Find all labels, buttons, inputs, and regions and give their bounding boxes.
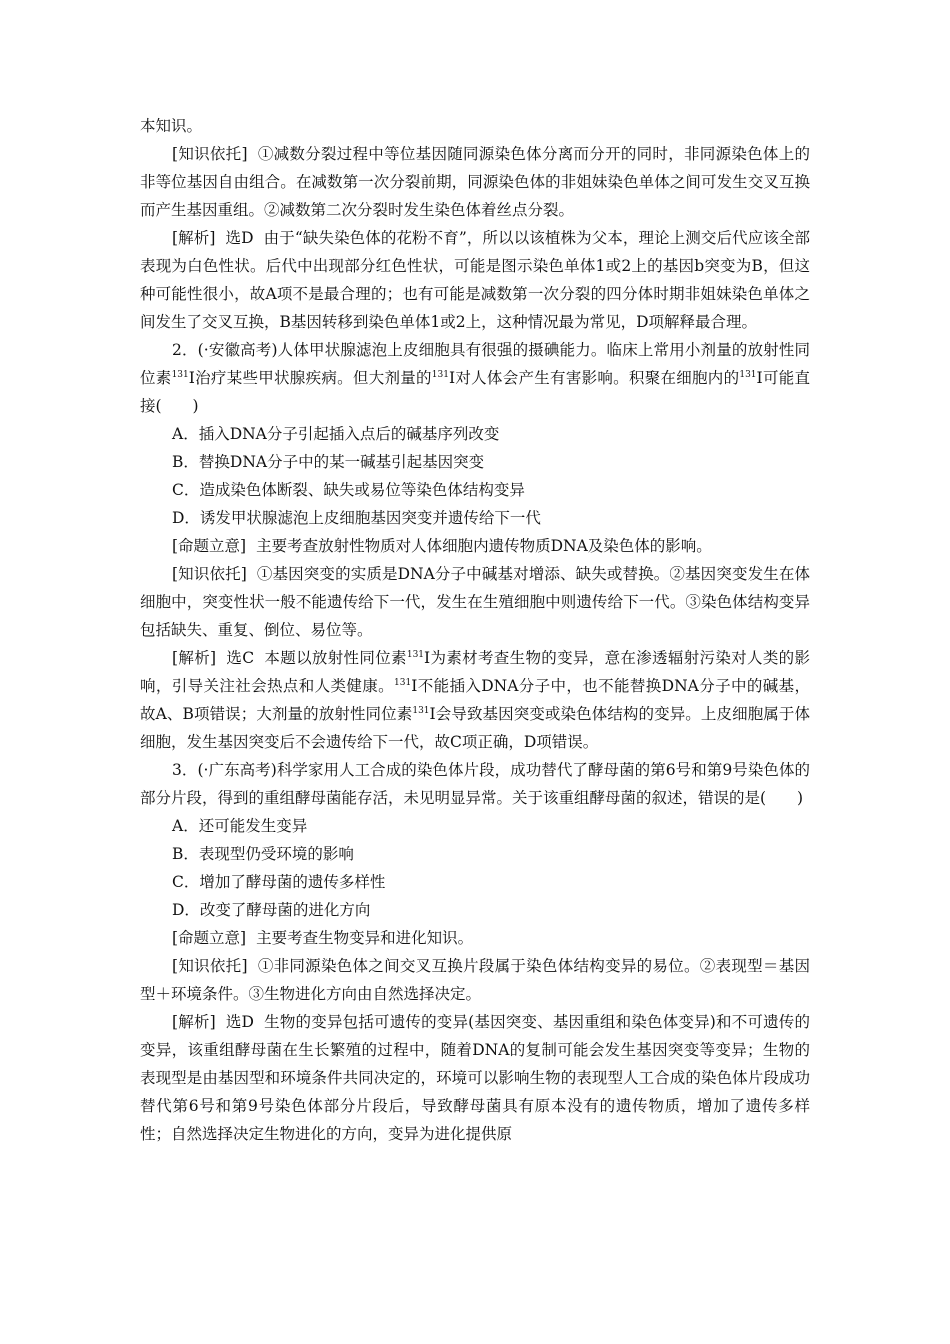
q3-knowledge <box>140 952 810 1008</box>
q3-intent <box>140 924 810 952</box>
q2-stem-part: I对人体会产生有害影响。积聚在细胞内的 <box>448 369 740 387</box>
isotope-number: 131 <box>739 370 757 380</box>
q2-analysis <box>140 644 810 756</box>
analysis-text: I为素材考查生物的变异，意在渗透辐射污染对人类的影响，引导关注社会热点和人类健康。 <box>140 649 810 695</box>
knowledge-text: ①减数分裂过程中等位基因随同源染色体分离而分开的同时，非同源染色体上的非等位基因自由组合。在减数第一次分裂前期，同源染色体的非姐妹染色单体之间可发生交叉互换而产生基因重组。②减数第二次分裂时发生染色体着丝点分裂。 <box>140 145 810 219</box>
knowledge-text: ①基因突变的实质是DNA分子中碱基对增添、缺失或替换。②基因突变发生在体细胞中，突变性状一般不能遗传给下一代，发生在生殖细胞中则遗传给下一代。③染色体结构变异包括缺失、重复、倒位、易位等。 <box>140 565 810 639</box>
q2-option-a: A．插入DNA分子引起插入点后的碱基序列改变 <box>172 425 500 443</box>
q1-knowledge <box>140 140 810 224</box>
q3-option-c: C．增加了酵母菌的遗传多样性 <box>172 873 386 891</box>
intent-text: 主要考查生物变异和进化知识。 <box>256 929 474 947</box>
q2-option-b: B．替换DNA分子中的某一碱基引起基因突变 <box>172 453 485 471</box>
knowledge-label: [知识依托] <box>172 957 248 975</box>
q3-stem: 3．(·广东高考)科学家用人工合成的染色体片段，成功替代了酵母菌的第6号和第9号染色体的部分片段，得到的重组酵母菌能存活，未见明显异常。关于该重组酵母菌的叙述，错误的是( ) <box>140 761 810 807</box>
q2-option-d: D．诱发甲状腺滤泡上皮细胞基因突变并遗传给下一代 <box>172 509 541 527</box>
isotope-number: 131 <box>171 370 189 380</box>
analysis-choice: 选C <box>226 649 255 667</box>
q3-option-b: B．表现型仍受环境的影响 <box>172 845 354 863</box>
analysis-text: I不能插入DNA分子中，也不能替换DNA分子中的碱基，故A、B项错误；大剂量的放射性同位素 <box>140 677 810 723</box>
knowledge-label: [知识依托] <box>172 565 247 583</box>
intent-label: [命题立意] <box>172 537 247 555</box>
q1-tail: 本知识。 <box>140 117 203 135</box>
isotope-number: 131 <box>431 370 449 380</box>
q2-option-c: C．造成染色体断裂、缺失或易位等染色体结构变异 <box>172 481 525 499</box>
knowledge-label: [知识依托] <box>172 145 248 163</box>
q3-option-d: D．改变了酵母菌的进化方向 <box>172 901 371 919</box>
analysis-text: I会导致基因突变或染色体结构的变异。上皮细胞属于体细胞，发生基因突变后不会遗传给下一代，故C项正确，D项错误。 <box>140 705 810 751</box>
analysis-text: 生物的变异包括可遗传的变异(基因突变、基因重组和染色体变异)和不可遗传的变异，该重组酵母菌在生长繁殖的过程中，随着DNA的复制可能会发生基因突变等变异；生物的表现型是由基因型和环境条件共同决定的，环境可以影响生物的表现型人工合成的染色体片段成功替代第6号和第9号染色体部分片段后，导致酵母菌具有原本没有的遗传物质，增加了遗传多样性；自然选择决定生物进化的方向，变异为进化提供原 <box>140 1013 810 1143</box>
analysis-label: [解析] <box>172 229 216 247</box>
analysis-label: [解析] <box>172 1013 216 1031</box>
q2-stem-part: I可能直接( ) <box>140 369 810 415</box>
analysis-text: 由于“缺失染色体的花粉不育”，所以以该植株为父本，理论上测交后代应该全部表现为白色性状。后代中出现部分红色性状，可能是图示染色单体1或2上的基因b突变为B，但这种可能性很小，故A项不是最合理的；也有可能是减数第一次分裂的四分体时期非姐妹染色单体之间发生了交叉互换，B基因转移到染色单体1或2上，这种情况最为常见，D项解释最合理。 <box>140 229 810 331</box>
document-body <box>140 112 810 1148</box>
intent-label: [命题立意] <box>172 929 247 947</box>
analysis-choice: 选D <box>225 1013 254 1031</box>
q2-knowledge <box>140 560 810 644</box>
q2-intent <box>140 532 810 560</box>
q2-stem-part: 2．(·安徽高考)人体甲状腺滤泡上皮细胞具有很强的摄碘能力。临床上常用小剂量的放射性同位素 <box>140 341 810 387</box>
analysis-text: 本题以放射性同位素 <box>264 649 407 667</box>
isotope-number: 131 <box>412 706 430 716</box>
q1-analysis <box>140 224 810 336</box>
analysis-choice: 选D <box>225 229 254 247</box>
analysis-label: [解析] <box>172 649 217 667</box>
q3-analysis <box>140 1008 810 1148</box>
isotope-number: 131 <box>406 650 425 660</box>
isotope-number: 131 <box>394 678 412 688</box>
q3-option-a: A．还可能发生变异 <box>172 817 308 835</box>
q2-stem-part: I治疗某些甲状腺疾病。但大剂量的 <box>188 369 432 387</box>
q2-stem <box>140 336 810 420</box>
intent-text: 主要考查放射性物质对人体细胞内遗传物质DNA及染色体的影响。 <box>256 537 712 555</box>
knowledge-text: ①非同源染色体之间交叉互换片段属于染色体结构变异的易位。②表现型＝基因型＋环境条件。③生物进化方向由自然选择决定。 <box>140 957 810 1003</box>
